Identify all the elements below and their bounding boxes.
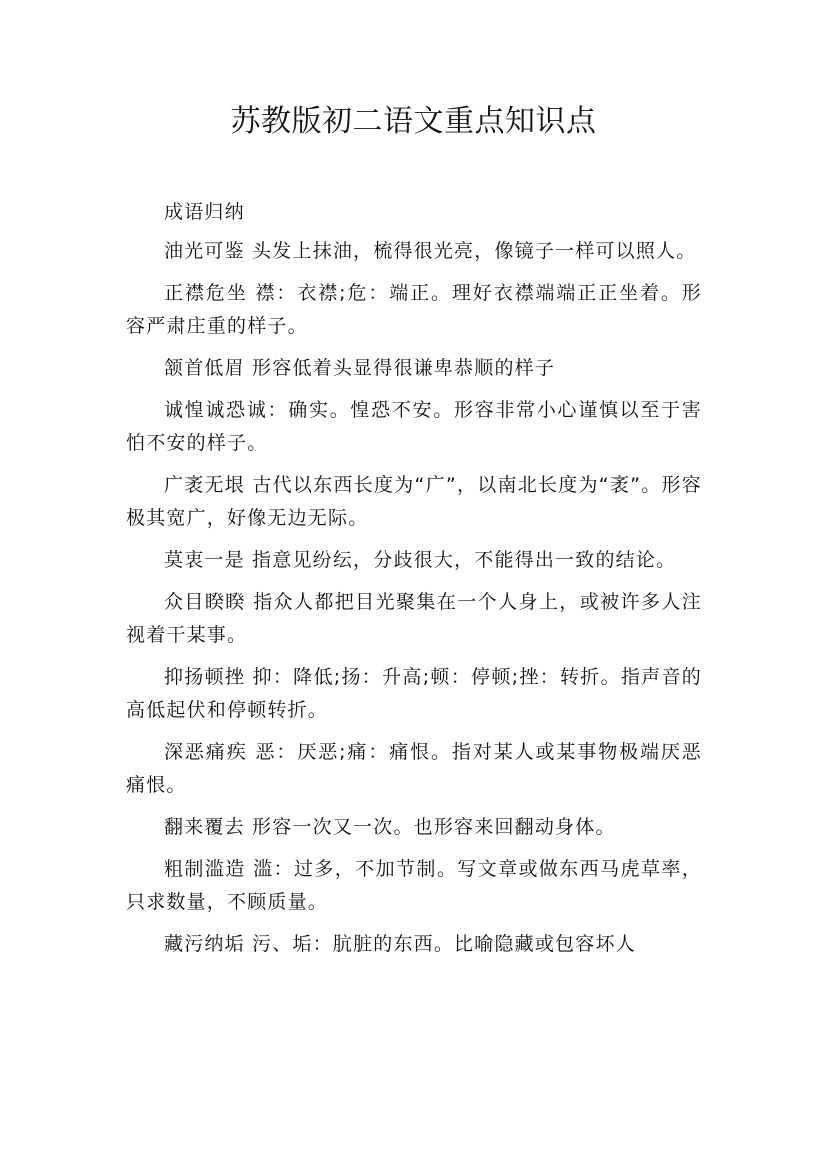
idiom-entry: 众目睽睽 指众人都把目光聚集在一个人身上，或被许多人注视着干某事。 — [126, 591, 702, 646]
idiom-entry: 油光可鉴 头发上抹油，梳得很光亮，像镜子一样可以照人。 — [164, 240, 697, 262]
document-body — [126, 196, 702, 970]
idiom-entry: 翻来覆去 形容一次又一次。也形容来回翻动身体。 — [164, 816, 616, 838]
document-title: 苏教版初二语文重点知识点 — [230, 104, 597, 139]
idiom-entry: 诚惶诚恐诚：确实。惶恐不安。形容非常小心谨慎以至于害怕不安的样子。 — [126, 399, 702, 454]
idiom-entry: 深恶痛疾 恶：厌恶;痛：痛恨。指对某人或某事物极端厌恶痛恨。 — [126, 741, 702, 796]
idiom-entry: 正襟危坐 襟：衣襟;危：端正。理好衣襟端端正正坐着。形容严肃庄重的样子。 — [126, 282, 702, 337]
section-heading: 成语归纳 — [164, 201, 245, 223]
idiom-entry: 莫衷一是 指意见纷纭，分歧很大，不能得出一致的结论。 — [164, 549, 677, 571]
idiom-entry: 颔首低眉 形容低着头显得很谦卑恭顺的样子 — [164, 357, 556, 379]
idiom-entry: 广袤无垠 古代以东西长度为“广”，以南北长度为“袤”。形容极其宽广，好像无边无际。 — [126, 474, 702, 529]
idiom-entry: 藏污纳垢 污、垢：肮脏的东西。比喻隐藏或包容坏人 — [164, 933, 636, 955]
idiom-entry: 粗制滥造 滥：过多，不加节制。写文章或做东西马虎草率，只求数量，不顾质量。 — [126, 858, 702, 913]
idiom-entry: 抑扬顿挫 抑：降低;扬：升高;顿：停顿;挫：转折。指声音的高低起伏和停顿转折。 — [126, 666, 702, 721]
